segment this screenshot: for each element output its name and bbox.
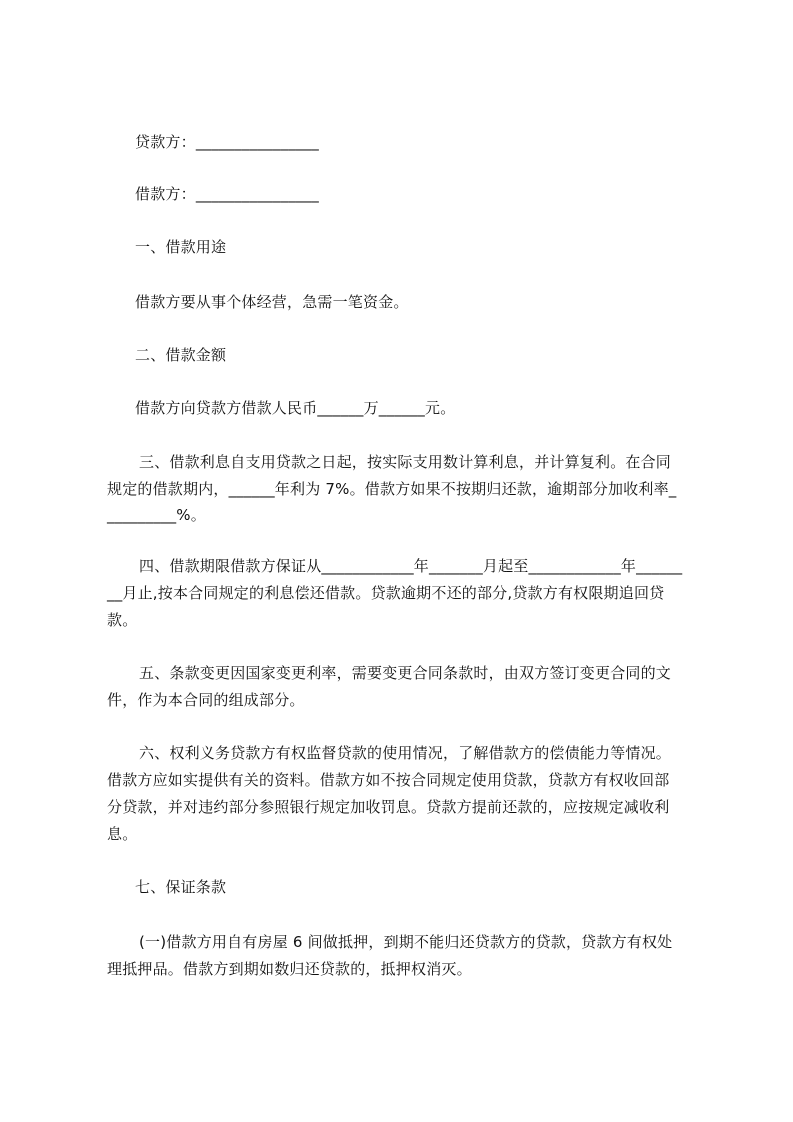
section3-line1: 三、借款利息自支用贷款之日起，按实际支用数计算利息，并计算复利。在合同 [139, 453, 672, 471]
section4-line3: 款。 [107, 611, 138, 629]
borrower-line [135, 184, 319, 204]
section6-line2: 借款方应如实提供有关的资料。借款方如不按合同规定使用贷款，贷款方有权收回部 [107, 771, 670, 789]
section2-title: 二、借款金额 [135, 346, 227, 364]
section1-body: 借款方要从事个体经营，急需一笔资金。 [135, 293, 409, 311]
section6-line4: 息。 [107, 825, 138, 843]
section5-line2: 件，作为本合同的组成部分。 [107, 691, 305, 709]
section7-title: 七、保证条款 [135, 878, 227, 896]
section7-clause1-line2: 理抵押品。借款方到期如数归还贷款的，抵押权消灭。 [107, 960, 472, 978]
section3-line3: _________%。 [107, 506, 206, 524]
section7-clause1-line1: (一)借款方用自有房屋 6 间做抵押，到期不能归还贷款方的贷款，贷款方有权处 [139, 933, 673, 951]
borrower-blank: ________________ [195, 185, 320, 203]
section3-line2: 规定的借款期内，______年利为 7%。借款方如果不按期归还款，逾期部分加收利率_ [107, 480, 677, 498]
section4-line1: 四、借款期限借款方保证从____________年_______月起至____________年______ [139, 557, 683, 575]
lender-label: 贷款方： [135, 133, 196, 151]
section1-title: 一、借款用途 [135, 238, 227, 256]
section6-line1: 六、权利义务贷款方有权监督贷款的使用情况，了解借款方的偿债能力等情况。 [139, 744, 672, 762]
lender-blank: ________________ [195, 133, 320, 151]
borrower-label: 借款方： [135, 185, 196, 203]
section4-line2: __月止,按本合同规定的利息偿还借款。贷款逾期不还的部分,贷款方有权限期追回贷 [107, 584, 665, 602]
section6-line3: 分贷款，并对违约部分参照银行规定加收罚息。贷款方提前还款的，应按规定减收利 [107, 798, 670, 816]
lender-line [135, 132, 319, 152]
section2-body: 借款方向贷款方借款人民币______万______元。 [135, 399, 456, 417]
section5-line1: 五、条款变更因国家变更利率，需要变更合同条款时，由双方签订变更合同的文 [139, 664, 672, 682]
